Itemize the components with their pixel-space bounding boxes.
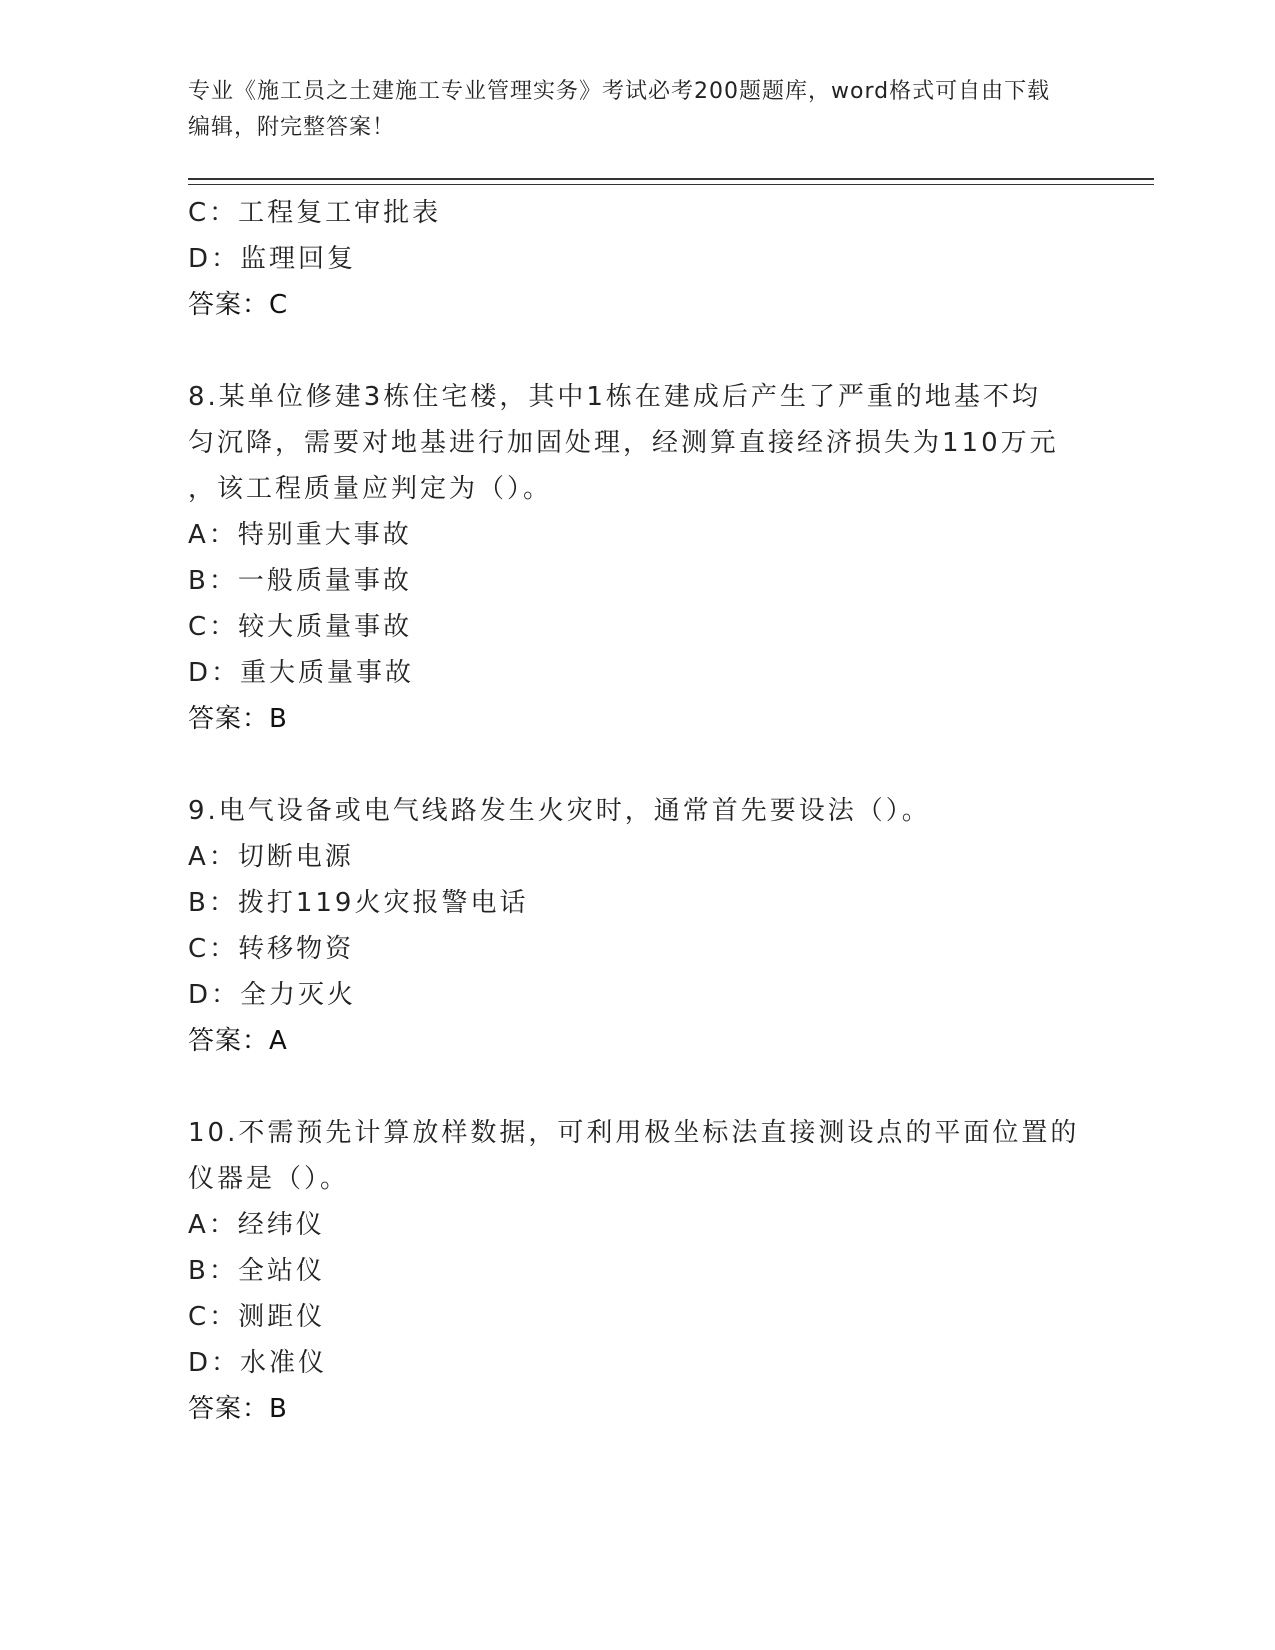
option-d: D：监理回复 [188,244,357,274]
question-stem-line: 9.电气设备或电气线路发生火灾时，通常首先要设法（）。 [188,796,931,826]
question-spacer [188,328,1088,374]
question-list [188,190,1088,1432]
question-9 [188,788,1088,1064]
question-7 [188,190,1088,328]
header-divider-thick [188,178,1154,180]
question-stem-line: 仪器是（）。 [188,1164,350,1194]
question-stem-line: 10.不需预先计算放样数据，可利用极坐标法直接测设点的平面位置的 [188,1118,1080,1148]
option-c: C：较大质量事故 [188,612,413,642]
option-d: D：水准仪 [188,1348,328,1378]
question-spacer [188,1064,1088,1110]
option-c: C：工程复工审批表 [188,198,442,228]
option-b: B：全站仪 [188,1256,325,1286]
question-stem-line: 8.某单位修建3栋住宅楼，其中1栋在建成后产生了严重的地基不均 [188,382,1041,412]
question-stem-line: 匀沉降，需要对地基进行加固处理，经测算直接经济损失为110万元 [188,428,1059,458]
question-10 [188,1110,1088,1432]
option-d: D：全力灭火 [188,980,357,1010]
answer-line: 答案：A [188,1026,288,1056]
option-a: A：经纬仪 [188,1210,325,1240]
document-header: 专业《施工员之土建施工专业管理实务》考试必考200题题库，word格式可自由下载编辑，附完整答案！ [188,79,1051,140]
option-c: C：测距仪 [188,1302,326,1332]
question-spacer [188,742,1088,788]
option-a: A：切断电源 [188,842,354,872]
header-divider-thin [188,184,1154,185]
answer-line: 答案：C [188,290,289,320]
option-b: B：拨打119火灾报警电话 [188,888,529,918]
question-8 [188,374,1088,742]
option-a: A：特别重大事故 [188,520,412,550]
question-stem-line: ，该工程质量应判定为（）。 [188,474,553,504]
option-c: C：转移物资 [188,934,355,964]
answer-line: 答案：B [188,1394,288,1424]
option-b: B：一般质量事故 [188,566,412,596]
option-d: D：重大质量事故 [188,658,415,688]
answer-line: 答案：B [188,704,288,734]
